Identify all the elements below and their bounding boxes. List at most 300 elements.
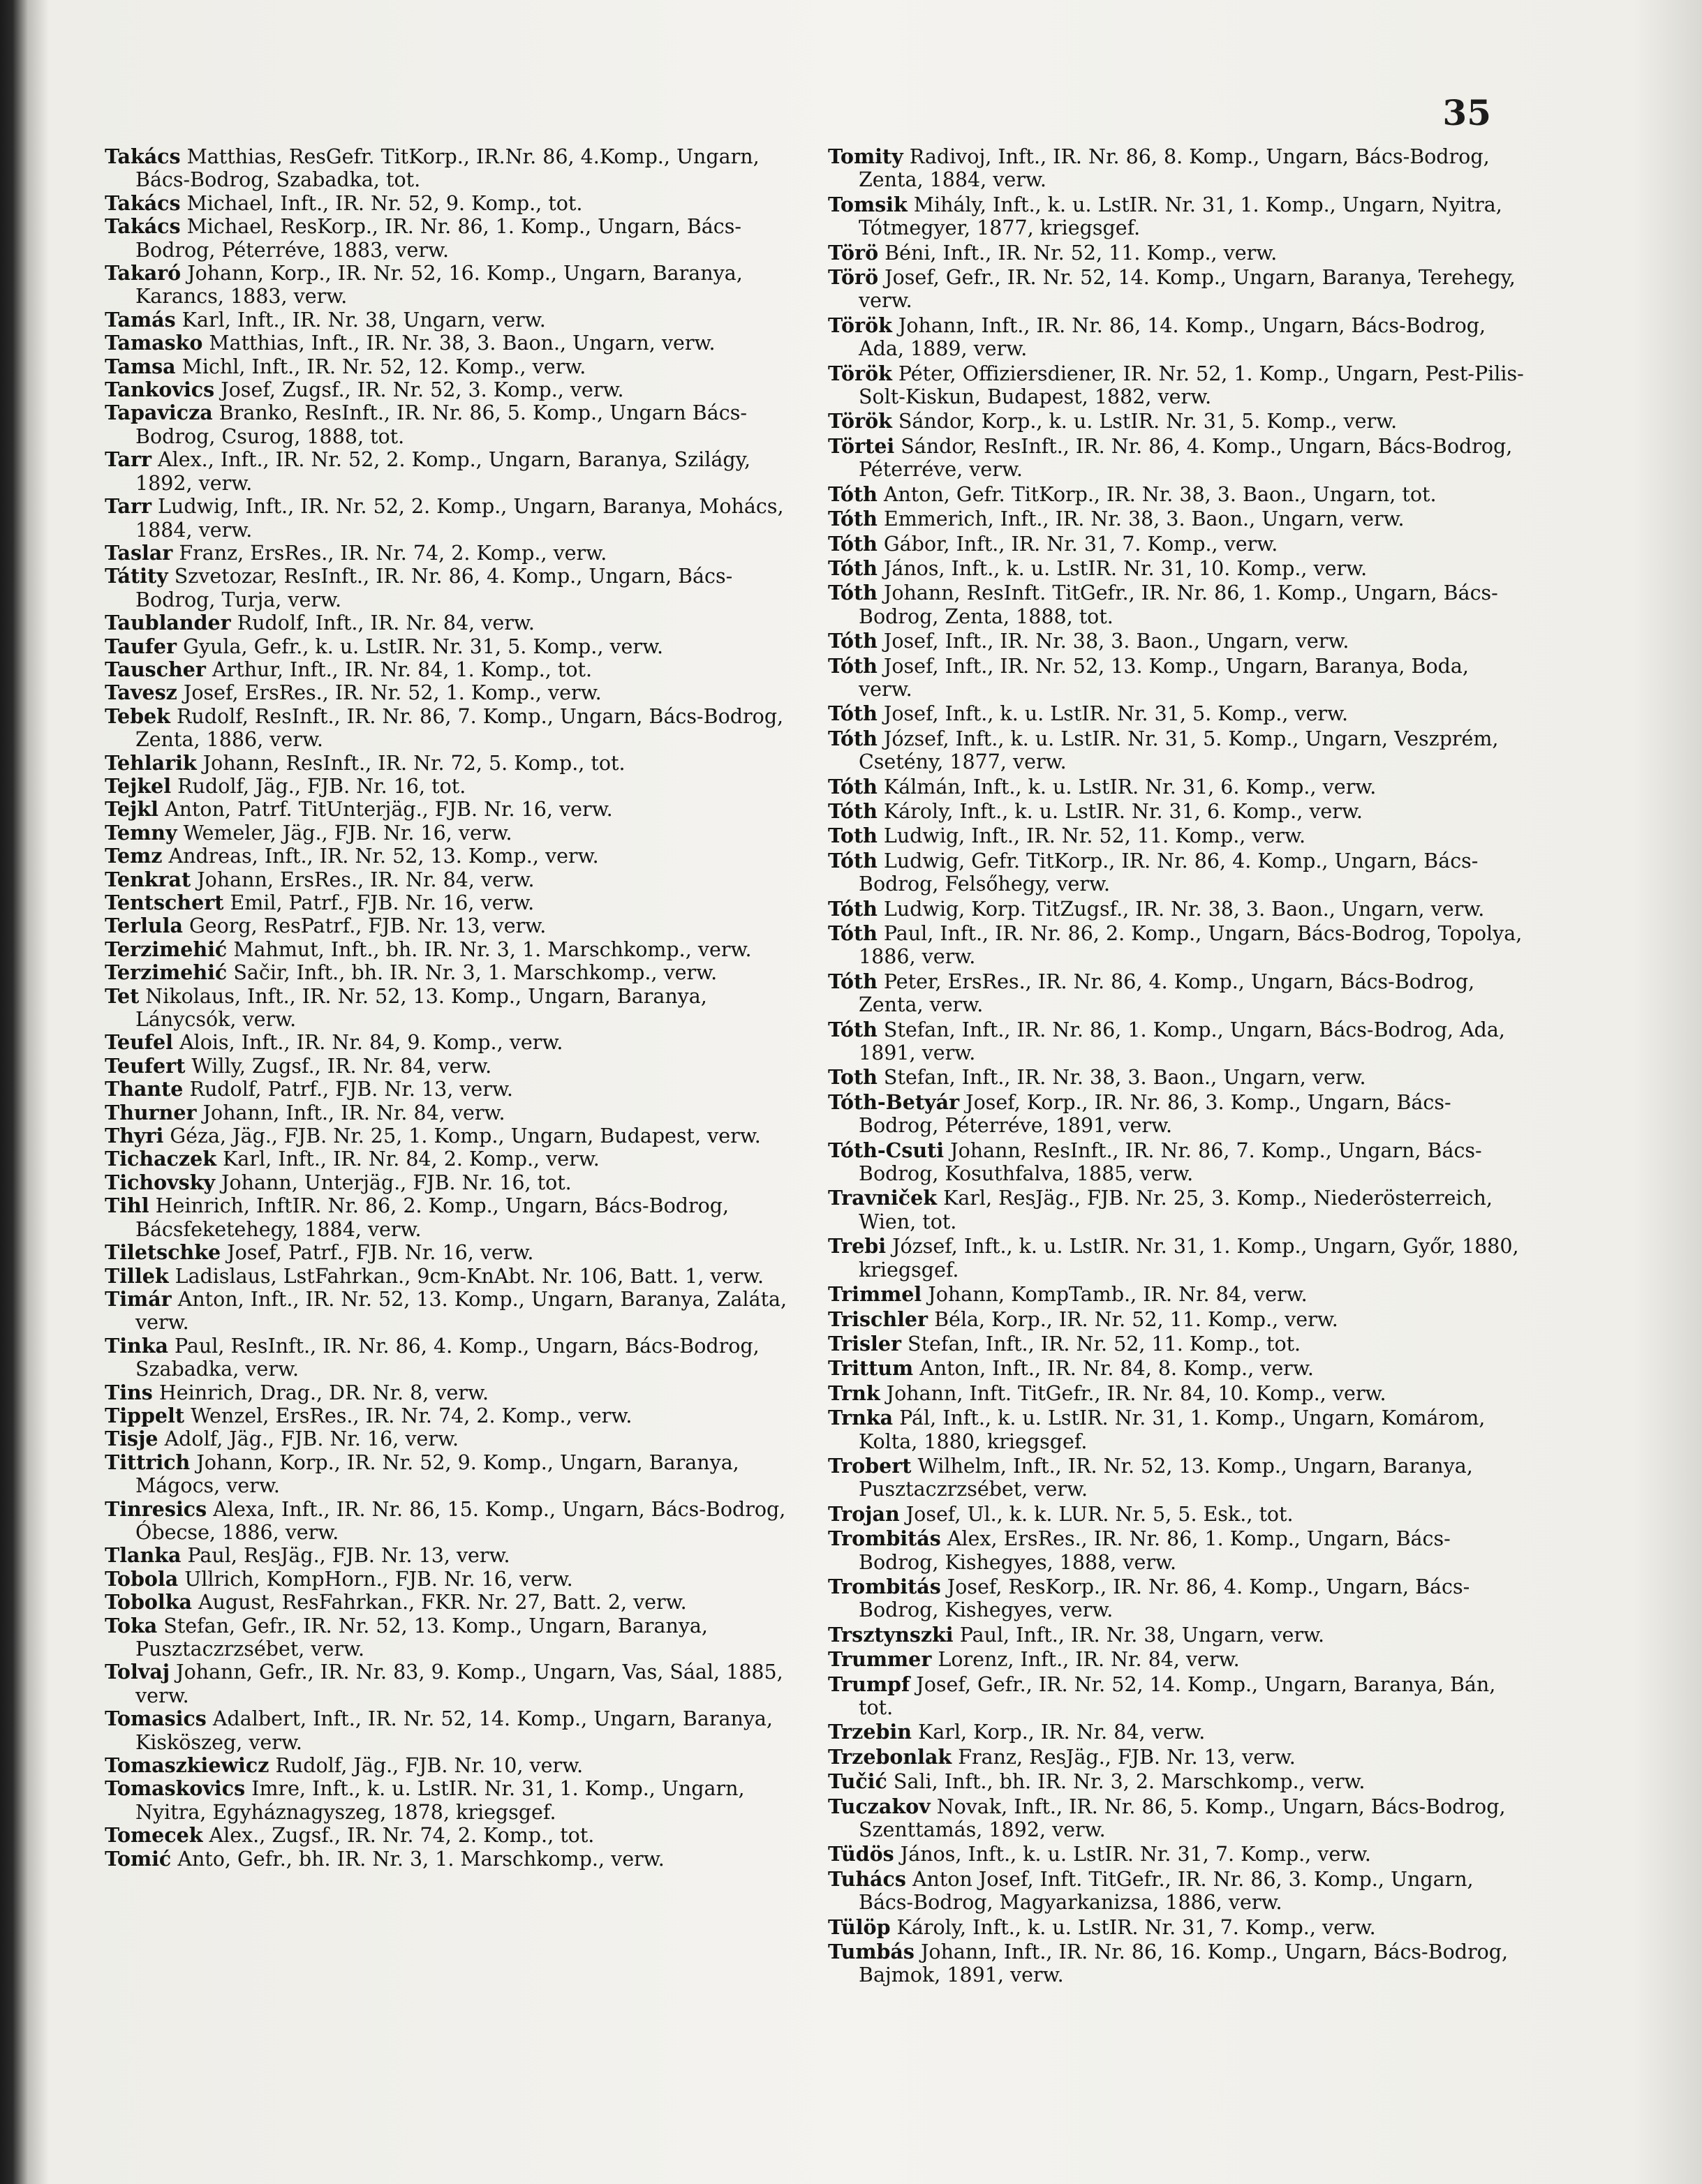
entry-surname: Tóth xyxy=(828,701,878,726)
entry-details: Karl, Inft., IR. Nr. 38, Ungarn, verw. xyxy=(175,308,546,332)
entry-details: Heinrich, InftIR. Nr. 86, 2. Komp., Ungarn, Bács-Bodrog, Bácsfeketehegy, 1884, verw. xyxy=(135,1194,730,1241)
entry-details: Ullrich, KompHorn., FJB. Nr. 16, verw. xyxy=(178,1567,573,1591)
list-entry xyxy=(105,1124,796,1147)
list-entry xyxy=(828,1455,1526,1501)
entry-details: Sándor, Korp., k. u. LstIR. Nr. 31, 5. Komp., verw. xyxy=(891,410,1398,433)
entry-details: Josef, Patrf., FJB. Nr. 16, verw. xyxy=(221,1241,534,1265)
entry-details: Karl, Inft., IR. Nr. 84, 2. Komp., verw. xyxy=(216,1147,600,1171)
list-entry xyxy=(105,1661,796,1707)
entry-surname: Tichaczek xyxy=(105,1147,216,1171)
entry-surname: Trombitás xyxy=(828,1526,941,1551)
entry-details: Sándor, ResInft., IR. Nr. 86, 4. Komp., Ungarn, Bács-Bodrog, Péterréve, verw. xyxy=(859,434,1513,482)
entry-surname: Trimmel xyxy=(828,1282,922,1307)
list-entry xyxy=(828,1308,1526,1331)
entry-surname: Tichovsky xyxy=(105,1170,216,1194)
entry-surname: Tapavicza xyxy=(105,401,213,425)
entry-surname: Tippelt xyxy=(105,1403,185,1427)
entry-details: Johann, KompTamb., IR. Nr. 84, verw. xyxy=(922,1283,1308,1307)
list-entry xyxy=(105,448,796,495)
entry-details: Johann, Inft. TitGefr., IR. Nr. 84, 10. Komp., verw. xyxy=(880,1381,1386,1405)
list-entry xyxy=(105,1824,796,1847)
list-entry xyxy=(828,727,1526,774)
list-entry xyxy=(105,1591,796,1614)
entry-details: Heinrich, Drag., DR. Nr. 8, verw. xyxy=(152,1381,489,1404)
list-entry xyxy=(828,507,1526,530)
list-entry xyxy=(105,1848,796,1871)
list-entry xyxy=(828,1332,1526,1355)
list-entry xyxy=(105,1194,796,1241)
list-entry xyxy=(828,922,1526,969)
entry-details: József, Inft., k. u. LstIR. Nr. 31, 5. Komp., Ungarn, Veszprém, Csetény, 1877, verw. xyxy=(859,727,1499,774)
entry-details: Matthias, Inft., IR. Nr. 38, 3. Baon., Ungarn, verw. xyxy=(202,332,716,355)
entry-details: Wenzel, ErsRes., IR. Nr. 74, 2. Komp., verw. xyxy=(184,1404,632,1427)
entry-details: Stefan, Inft., IR. Nr. 52, 11. Komp., tot. xyxy=(901,1332,1301,1355)
entry-details: Willy, Zugsf., IR. Nr. 84, verw. xyxy=(185,1054,492,1078)
entry-details: Peter, ErsRes., IR. Nr. 86, 4. Komp., Ungarn, Bács-Bodrog, Zenta, verw. xyxy=(859,970,1475,1017)
entry-details: Anton, Patrf. TitUnterjäg., FJB. Nr. 16, verw. xyxy=(158,798,613,822)
entry-surname: Tüdös xyxy=(828,1842,894,1866)
list-entry xyxy=(828,1575,1526,1622)
entry-surname: Trsztynszki xyxy=(828,1622,954,1647)
list-entry xyxy=(828,630,1526,653)
entry-surname: Tóth xyxy=(828,1017,878,1041)
entry-surname: Tamás xyxy=(105,307,176,332)
list-entry xyxy=(105,1265,796,1288)
entry-details: Imre, Inft., k. u. LstIR. Nr. 31, 1. Komp., Ungarn, Nyitra, Egyháznagyszeg, 1878, kriegsgef. xyxy=(135,1777,745,1824)
list-entry xyxy=(105,355,796,378)
entry-details: Péter, Offiziersdiener, IR. Nr. 52, 1. Komp., Ungarn, Pest-Pilis-Solt-Kiskun, Budapest, 1882, verw. xyxy=(859,362,1524,409)
list-entry xyxy=(828,1940,1526,1987)
list-entry xyxy=(105,822,796,845)
list-entry xyxy=(828,824,1526,847)
list-entry xyxy=(828,1648,1526,1671)
entry-details: Johann, Inft., IR. Nr. 86, 14. Komp., Ungarn, Bács-Bodrog, Ada, 1889, verw. xyxy=(859,313,1486,361)
list-entry xyxy=(105,985,796,1032)
entry-surname: Travniček xyxy=(828,1186,937,1210)
entry-surname: Tejkel xyxy=(105,773,172,798)
entry-details: Radivoj, Inft., IR. Nr. 86, 8. Komp., Ungarn, Bács-Bodrog, Zenta, 1884, verw. xyxy=(859,145,1490,192)
entry-surname: Timár xyxy=(105,1286,172,1311)
list-entry xyxy=(828,266,1526,313)
list-entry xyxy=(105,798,796,821)
entry-details: Sali, Inft., bh. IR. Nr. 3, 2. Marschkomp., verw. xyxy=(887,1770,1366,1794)
entry-surname: Trebi xyxy=(828,1234,887,1258)
entry-surname: Terzimehić xyxy=(105,960,228,985)
list-entry xyxy=(105,378,796,401)
entry-details: Alex, ErsRes., IR. Nr. 86, 1. Komp., Ungarn, Bács-Bodrog, Kishegyes, 1888, verw. xyxy=(859,1527,1451,1574)
entry-details: Lorenz, Inft., IR. Nr. 84, verw. xyxy=(931,1648,1240,1672)
entry-details: Andreas, Inft., IR. Nr. 52, 13. Komp., verw. xyxy=(162,845,599,868)
list-entry xyxy=(828,1139,1526,1186)
entry-surname: Thyri xyxy=(105,1124,164,1148)
list-entry xyxy=(828,1091,1526,1138)
entry-details: Mihály, Inft., k. u. LstIR. Nr. 31, 1. Komp., Ungarn, Nyitra, Tótmegyer, 1877, kriegsgef. xyxy=(859,193,1502,240)
entry-surname: Toka xyxy=(105,1613,158,1637)
entry-surname: Tomasics xyxy=(105,1707,207,1731)
list-entry xyxy=(828,362,1526,409)
entry-surname: Trobert xyxy=(828,1453,912,1478)
entry-details: Johann, ResInft., IR. Nr. 86, 7. Komp., Ungarn, Bács-Bodrog, Kosuthfalva, 1885, verw. xyxy=(859,1138,1482,1186)
entry-surname: Tóth xyxy=(828,629,878,653)
entry-details: Johann, Korp., IR. Nr. 52, 16. Komp., Ungarn, Baranya, Karancs, 1883, verw. xyxy=(135,262,743,309)
entry-surname: Tóth xyxy=(828,581,878,605)
entry-details: Rudolf, Patrf., FJB. Nr. 13, verw. xyxy=(183,1078,513,1101)
list-entry xyxy=(105,658,796,681)
entry-surname: Trisler xyxy=(828,1331,901,1355)
list-entry xyxy=(105,611,796,634)
entry-surname: Trittum xyxy=(828,1356,914,1381)
entry-surname: Tet xyxy=(105,983,140,1008)
entry-details: Ludwig, Inft., IR. Nr. 52, 11. Komp., verw. xyxy=(877,824,1306,848)
entry-details: Branko, ResInft., IR. Nr. 86, 5. Komp., Ungarn Bács-Bodrog, Csurog, 1888, tot. xyxy=(135,401,747,448)
entry-details: Wilhelm, Inft., IR. Nr. 52, 13. Komp., Ungarn, Baranya, Pusztaczrzsébet, verw. xyxy=(859,1454,1473,1501)
entry-details: Paul, Inft., IR. Nr. 38, Ungarn, verw. xyxy=(953,1623,1325,1647)
list-entry xyxy=(105,145,796,192)
entry-surname: Trumpf xyxy=(828,1672,910,1696)
list-entry xyxy=(828,435,1526,482)
entry-surname: Tomecek xyxy=(105,1823,203,1848)
list-entry xyxy=(105,1055,796,1078)
entry-details: Ludwig, Inft., IR. Nr. 52, 2. Komp., Ungarn, Baranya, Mohács, 1884, verw. xyxy=(135,495,784,542)
entry-details: Paul, Inft., IR. Nr. 86, 2. Komp., Ungarn, Bács-Bodrog, Topolya, 1886, verw. xyxy=(859,922,1523,969)
list-entry xyxy=(828,1406,1526,1453)
list-entry xyxy=(105,1614,796,1661)
entry-surname: Tóth xyxy=(828,774,878,798)
list-entry xyxy=(105,1241,796,1264)
entry-surname: Tomaszkiewicz xyxy=(105,1753,269,1778)
list-entry xyxy=(828,1066,1526,1089)
list-entry xyxy=(828,1795,1526,1842)
entry-surname: Tomsik xyxy=(828,192,908,216)
entry-surname: Teufert xyxy=(105,1053,186,1078)
entry-details: Johann, ErsRes., IR. Nr. 84, verw. xyxy=(191,868,535,891)
list-entry xyxy=(105,891,796,914)
entry-surname: Tóth xyxy=(828,507,878,531)
entry-surname: Toth xyxy=(828,1065,878,1090)
list-entry xyxy=(828,533,1526,556)
entry-surname: Tankovics xyxy=(105,378,215,402)
entry-details: Pál, Inft., k. u. LstIR. Nr. 31, 1. Komp., Ungarn, Komárom, Kolta, 1880, kriegsgef. xyxy=(859,1406,1486,1453)
entry-surname: Tomaskovics xyxy=(105,1776,246,1801)
entry-details: Johann, Korp., IR. Nr. 52, 9. Komp., Ungarn, Baranya, Mágocs, verw. xyxy=(135,1450,739,1498)
entry-details: August, ResFahrkan., FKR. Nr. 27, Batt. 2, verw. xyxy=(191,1591,687,1614)
entry-surname: Tomity xyxy=(828,144,903,168)
entry-details: Rudolf, ResInft., IR. Nr. 86, 7. Komp., Ungarn, Bács-Bodrog, Zenta, 1886, verw. xyxy=(135,704,784,752)
list-entry xyxy=(828,242,1526,265)
entry-details: József, Inft., k. u. LstIR. Nr. 31, 1. Komp., Ungarn, Győr, 1880, kriegsgef. xyxy=(859,1235,1519,1282)
list-entry xyxy=(105,1498,796,1545)
entry-details: Arthur, Inft., IR. Nr. 84, 1. Komp., tot. xyxy=(205,658,593,681)
entry-details: Szvetozar, ResInft., IR. Nr. 86, 4. Komp., Ungarn, Bács-Bodrog, Turja, verw. xyxy=(135,565,733,611)
entry-surname: Tentschert xyxy=(105,891,224,914)
entry-details: Johann, Inft., IR. Nr. 86, 16. Komp., Ungarn, Bács-Bodrog, Bajmok, 1891, verw. xyxy=(859,1940,1509,1987)
list-entry xyxy=(105,1568,796,1591)
list-entry xyxy=(105,681,796,704)
entry-details: Anton, Inft., IR. Nr. 52, 13. Komp., Ungarn, Baranya, Zaláta, verw. xyxy=(135,1287,787,1335)
entry-details: Stefan, Inft., IR. Nr. 86, 1. Komp., Ungarn, Bács-Bodrog, Ada, 1891, verw. xyxy=(859,1018,1505,1065)
list-entry xyxy=(828,655,1526,701)
entry-surname: Tarr xyxy=(105,494,151,519)
entry-surname: Toth xyxy=(828,824,878,848)
entry-surname: Trnka xyxy=(828,1406,894,1430)
entry-details: Josef, Korp., IR. Nr. 86, 3. Komp., Ungarn, Bács-Bodrog, Péterréve, 1891, verw. xyxy=(859,1090,1451,1138)
list-entry xyxy=(828,557,1526,580)
entry-surname: Trnk xyxy=(828,1381,880,1405)
list-entry xyxy=(828,1382,1526,1405)
entry-details: Johann, Unterjäg., FJB. Nr. 16, tot. xyxy=(215,1171,572,1194)
list-entry xyxy=(105,1335,796,1381)
entry-surname: Tamasko xyxy=(105,331,203,355)
entry-surname: Trischler xyxy=(828,1307,928,1331)
entry-details: Matthias, ResGefr. TitKorp., IR.Nr. 86, 4.Komp., Ungarn, Bács-Bodrog, Szabadka, tot. xyxy=(135,145,760,192)
list-entry xyxy=(105,332,796,355)
entry-details: Ludwig, Korp. TitZugsf., IR. Nr. 38, 3. Baon., Ungarn, verw. xyxy=(877,897,1485,921)
entry-details: Rudolf, Jäg., FJB. Nr. 10, verw. xyxy=(269,1754,584,1778)
entry-details: Alois, Inft., IR. Nr. 84, 9. Komp., verw. xyxy=(173,1031,563,1055)
entry-details: Georg, ResPatrf., FJB. Nr. 13, verw. xyxy=(182,914,547,938)
entry-details: Ladislaus, LstFahrkan., 9cm-KnAbt. Nr. 106, Batt. 1, verw. xyxy=(168,1264,764,1288)
list-entry xyxy=(105,401,796,448)
entry-details: Josef, ResKorp., IR. Nr. 86, 4. Komp., Ungarn, Bács-Bodrog, Kishegyes, verw. xyxy=(859,1575,1470,1622)
entry-surname: Tóth xyxy=(828,896,878,921)
entry-details: Josef, ErsRes., IR. Nr. 52, 1. Komp., verw. xyxy=(177,681,602,705)
entry-surname: Takács xyxy=(105,144,181,168)
list-entry xyxy=(105,262,796,309)
right-column xyxy=(828,145,1526,1989)
entry-surname: Thante xyxy=(105,1077,184,1101)
entry-surname: Takács xyxy=(105,191,181,215)
list-entry xyxy=(828,145,1526,192)
list-entry xyxy=(105,1754,796,1777)
entry-details: Kálmán, Inft., k. u. LstIR. Nr. 31, 6. Komp., verw. xyxy=(877,775,1377,798)
entry-details: Alex., Zugsf., IR. Nr. 74, 2. Komp., tot. xyxy=(202,1824,595,1848)
list-entry xyxy=(828,581,1526,628)
entry-details: Rudolf, Inft., IR. Nr. 84, verw. xyxy=(230,611,535,635)
list-entry xyxy=(828,1673,1526,1720)
entry-surname: Törö xyxy=(828,265,879,290)
entry-surname: Tóth xyxy=(828,969,878,993)
entry-details: Karl, Korp., IR. Nr. 84, verw. xyxy=(911,1721,1206,1744)
list-entry xyxy=(828,702,1526,725)
list-entry xyxy=(105,1777,796,1824)
list-entry xyxy=(105,542,796,565)
entry-details: Nikolaus, Inft., IR. Nr. 52, 13. Komp., Ungarn, Baranya, Lánycsók, verw. xyxy=(135,984,707,1032)
list-entry xyxy=(105,215,796,262)
list-entry xyxy=(828,849,1526,896)
entry-surname: Trojan xyxy=(828,1501,900,1526)
list-entry xyxy=(828,1746,1526,1769)
list-entry xyxy=(105,1404,796,1427)
entry-details: Károly, Inft., k. u. LstIR. Nr. 31, 7. Komp., verw. xyxy=(890,1915,1376,1939)
list-entry xyxy=(105,1427,796,1450)
entry-surname: Tenkrat xyxy=(105,867,191,891)
entry-details: Johann, Inft., IR. Nr. 84, verw. xyxy=(196,1101,505,1124)
entry-details: Johann, ResInft. TitGefr., IR. Nr. 86, 1. Komp., Ungarn, Bács-Bodrog, Zenta, 1888, tot. xyxy=(859,581,1498,628)
entry-surname: Tarr xyxy=(105,447,151,472)
list-entry xyxy=(105,938,796,961)
entry-surname: Törtei xyxy=(828,433,895,458)
entry-surname: Tobola xyxy=(105,1566,179,1591)
list-entry xyxy=(105,1147,796,1171)
entry-details: Ludwig, Gefr. TitKorp., IR. Nr. 86, 4. Komp., Ungarn, Bács-Bodrog, Felsőhegy, verw. xyxy=(859,849,1479,896)
list-entry xyxy=(828,775,1526,798)
list-entry xyxy=(105,309,796,332)
list-entry xyxy=(105,1451,796,1498)
list-entry xyxy=(105,961,796,984)
entry-details: Alexa, Inft., IR. Nr. 86, 15. Komp., Ungarn, Bács-Bodrog, Óbecse, 1886, verw. xyxy=(135,1497,786,1544)
list-entry xyxy=(828,1527,1526,1574)
entry-details: Adolf, Jäg., FJB. Nr. 16, verw. xyxy=(158,1427,459,1451)
list-entry xyxy=(105,565,796,611)
list-entry xyxy=(105,1381,796,1404)
entry-details: Johann, ResInft., IR. Nr. 72, 5. Komp., tot. xyxy=(196,751,626,775)
list-entry xyxy=(828,1503,1526,1526)
entry-details: Michael, ResKorp., IR. Nr. 86, 1. Komp., Ungarn, Bács-Bodrog, Péterréve, 1883, verw. xyxy=(135,215,742,262)
list-entry xyxy=(828,1018,1526,1065)
entry-surname: Tučić xyxy=(828,1769,887,1794)
entry-surname: Török xyxy=(828,313,892,337)
list-entry xyxy=(105,1031,796,1054)
list-entry xyxy=(105,868,796,891)
entry-surname: Törö xyxy=(828,240,879,265)
entry-surname: Tóth-Csuti xyxy=(828,1138,945,1162)
entry-surname: Tinka xyxy=(105,1333,168,1358)
entry-surname: Temz xyxy=(105,844,163,868)
entry-surname: Tisje xyxy=(105,1427,158,1451)
entry-details: Mahmut, Inft., bh. IR. Nr. 3, 1. Marschkomp., verw. xyxy=(227,937,752,961)
entry-details: Stefan, Inft., IR. Nr. 38, 3. Baon., Ungarn, verw. xyxy=(877,1066,1366,1090)
entry-surname: Tejkl xyxy=(105,797,158,822)
entry-details: Franz, ResJäg., FJB. Nr. 13, verw. xyxy=(952,1745,1296,1769)
list-entry xyxy=(105,845,796,868)
entry-details: Michl, Inft., IR. Nr. 52, 12. Komp., verw. xyxy=(175,355,586,378)
entry-surname: Takaró xyxy=(105,261,182,285)
entry-surname: Tauscher xyxy=(105,657,206,681)
entry-surname: Török xyxy=(828,361,892,385)
entry-surname: Tóth xyxy=(828,482,878,506)
list-entry xyxy=(828,1770,1526,1793)
entry-surname: Tuhács xyxy=(828,1866,906,1891)
entry-surname: Tamsa xyxy=(105,354,176,378)
entry-details: Josef, Ul., k. k. LUR. Nr. 5, 5. Esk., tot. xyxy=(899,1502,1294,1526)
entry-surname: Tehlarik xyxy=(105,750,197,775)
entry-details: Gyula, Gefr., k. u. LstIR. Nr. 31, 5. Komp., verw. xyxy=(177,634,664,658)
entry-surname: Tuczakov xyxy=(828,1794,931,1818)
list-entry xyxy=(828,1916,1526,1939)
list-entry xyxy=(105,1171,796,1194)
entry-details: Johann, Gefr., IR. Nr. 83, 9. Komp., Ungarn, Vas, Sáal, 1885, verw. xyxy=(135,1661,783,1707)
list-entry xyxy=(105,752,796,775)
list-entry xyxy=(828,1235,1526,1282)
entry-details: Josef, Inft., IR. Nr. 38, 3. Baon., Ungarn, verw. xyxy=(877,630,1349,653)
entry-details: Josef, Gefr., IR. Nr. 52, 14. Komp., Ungarn, Baranya, Bán, tot. xyxy=(859,1672,1496,1719)
entry-surname: Tóth xyxy=(828,556,878,580)
list-entry xyxy=(105,1101,796,1124)
entry-details: Paul, ResInft., IR. Nr. 86, 4. Komp., Ungarn, Bács-Bodrog, Szabadka, verw. xyxy=(135,1334,760,1381)
entry-details: Josef, Inft., IR. Nr. 52, 13. Komp., Ungarn, Baranya, Boda, verw. xyxy=(859,654,1469,701)
entry-details: Josef, Gefr., IR. Nr. 52, 14. Komp., Ungarn, Baranya, Terehegy, verw. xyxy=(859,266,1516,313)
entry-surname: Tóth xyxy=(828,921,878,945)
list-entry xyxy=(828,1624,1526,1647)
entry-details: Gábor, Inft., IR. Nr. 31, 7. Komp., verw. xyxy=(877,532,1278,556)
entry-details: Josef, Inft., k. u. LstIR. Nr. 31, 5. Komp., verw. xyxy=(877,702,1349,726)
list-entry xyxy=(105,1544,796,1567)
entry-details: Géza, Jäg., FJB. Nr. 25, 1. Komp., Ungarn, Budapest, verw. xyxy=(163,1124,761,1148)
list-entry xyxy=(828,1357,1526,1380)
list-entry xyxy=(105,192,796,215)
list-entry xyxy=(105,775,796,798)
list-entry xyxy=(828,970,1526,1017)
entry-details: János, Inft., k. u. LstIR. Nr. 31, 7. Komp., verw. xyxy=(894,1843,1371,1866)
entry-surname: Terlula xyxy=(105,914,183,938)
list-entry xyxy=(828,483,1526,506)
entry-surname: Tóth xyxy=(828,798,878,823)
page-number: 35 xyxy=(1442,92,1491,133)
entry-surname: Thurner xyxy=(105,1100,197,1124)
entry-surname: Tlanka xyxy=(105,1543,182,1568)
entry-details: Rudolf, Jäg., FJB. Nr. 16, tot. xyxy=(171,774,466,798)
entry-surname: Török xyxy=(828,409,892,433)
entry-surname: Tumbás xyxy=(828,1940,915,1964)
entry-details: Franz, ErsRes., IR. Nr. 74, 2. Komp., verw. xyxy=(172,541,607,565)
list-entry xyxy=(828,1283,1526,1306)
entry-surname: Temny xyxy=(105,820,177,845)
list-entry xyxy=(828,898,1526,921)
list-entry xyxy=(105,705,796,752)
entry-surname: Tebek xyxy=(105,704,170,728)
entry-details: Béni, Inft., IR. Nr. 52, 11. Komp., verw. xyxy=(878,241,1278,265)
entry-details: Emmerich, Inft., IR. Nr. 38, 3. Baon., Ungarn, verw. xyxy=(877,507,1405,531)
entry-details: János, Inft., k. u. LstIR. Nr. 31, 10. Komp., verw. xyxy=(877,556,1368,580)
list-entry xyxy=(828,1843,1526,1866)
entry-surname: Tomić xyxy=(105,1846,172,1871)
list-entry xyxy=(105,635,796,658)
entry-surname: Tóth xyxy=(828,653,878,678)
entry-surname: Tátity xyxy=(105,564,168,588)
list-entry xyxy=(105,914,796,937)
list-entry xyxy=(828,314,1526,361)
entry-surname: Trzebin xyxy=(828,1720,912,1744)
entry-surname: Terzimehić xyxy=(105,937,228,961)
entry-surname: Tolvaj xyxy=(105,1660,170,1684)
list-entry xyxy=(105,1288,796,1335)
entry-details: Emil, Patrf., FJB. Nr. 16, verw. xyxy=(223,891,535,914)
entry-details: Karl, ResJäg., FJB. Nr. 25, 3. Komp., Niederösterreich, Wien, tot. xyxy=(859,1187,1493,1233)
entry-surname: Tóth xyxy=(828,726,878,750)
entry-details: Sačir, Inft., bh. IR. Nr. 3, 1. Marschkomp., verw. xyxy=(227,961,718,985)
entry-surname: Tins xyxy=(105,1380,153,1404)
entry-details: Anton, Gefr. TitKorp., IR. Nr. 38, 3. Baon., Ungarn, tot. xyxy=(877,482,1437,506)
entry-surname: Teufel xyxy=(105,1030,174,1055)
entry-surname: Tobolka xyxy=(105,1590,192,1614)
entry-details: Anto, Gefr., bh. IR. Nr. 3, 1. Marschkomp., verw. xyxy=(171,1847,665,1871)
entry-surname: Tóth xyxy=(828,848,878,872)
entry-surname: Tinresics xyxy=(105,1496,207,1521)
entry-details: Paul, ResJäg., FJB. Nr. 13, verw. xyxy=(181,1544,510,1568)
entry-details: Stefan, Gefr., IR. Nr. 52, 13. Komp., Ungarn, Baranya, Pusztaczrzsébet, verw. xyxy=(135,1614,708,1661)
list-entry xyxy=(105,495,796,542)
entry-details: Károly, Inft., k. u. LstIR. Nr. 31, 6. Komp., verw. xyxy=(877,799,1363,823)
entry-details: Adalbert, Inft., IR. Nr. 52, 14. Komp., Ungarn, Baranya, Kisköszeg, verw. xyxy=(135,1707,773,1754)
list-entry xyxy=(828,1187,1526,1233)
entry-details: Josef, Zugsf., IR. Nr. 52, 3. Komp., verw. xyxy=(214,378,624,402)
entry-details: Béla, Korp., IR. Nr. 52, 11. Komp., verw. xyxy=(928,1307,1338,1331)
entry-surname: Takács xyxy=(105,214,181,239)
list-entry xyxy=(105,1078,796,1101)
list-entry xyxy=(105,1707,796,1754)
entry-surname: Tóth xyxy=(828,531,878,556)
entry-surname: Tillek xyxy=(105,1263,169,1288)
